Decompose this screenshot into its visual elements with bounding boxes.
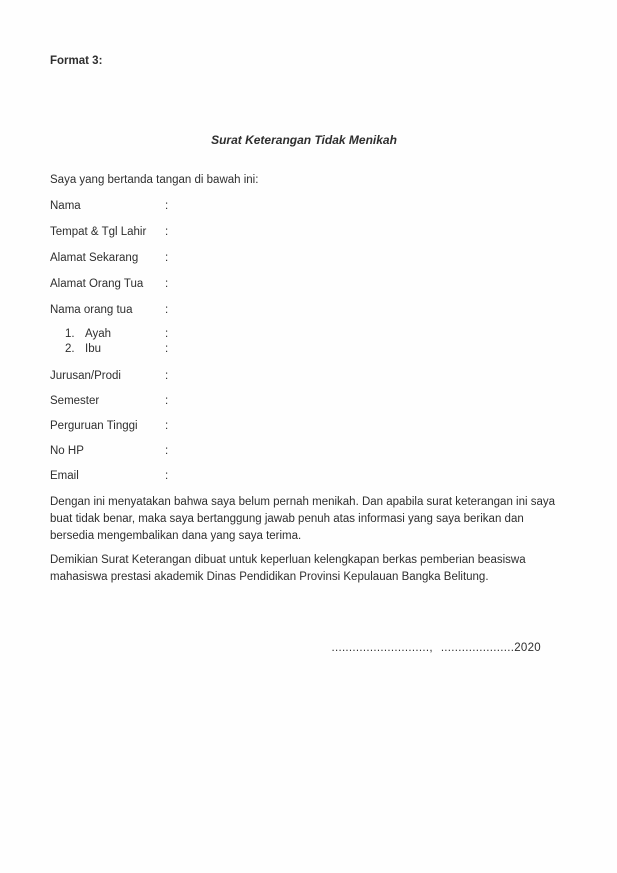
field-label: Ayah — [85, 328, 112, 340]
field-separator: : — [165, 395, 169, 407]
field-label: Perguruan Tinggi — [50, 420, 138, 432]
date-place-line — [50, 641, 558, 656]
field-separator: : — [165, 420, 169, 432]
field-separator: : — [165, 470, 169, 482]
field-separator: : — [165, 278, 169, 290]
field-label: Alamat Sekarang — [50, 252, 139, 264]
field-label: No HP — [50, 445, 84, 457]
field-separator: : — [165, 226, 169, 238]
statement-paragraph: Dengan ini menyatakan bahwa saya belum pernah menikah. Dan apabila surat keterangan ini saya buat tidak benar, maka saya bertanggung jawab penuh atas informasi yang saya berikan dan bersedia mengembalikan dana yang saya terima. — [50, 496, 556, 542]
field-row-email — [50, 469, 558, 484]
field-separator: : — [165, 445, 169, 457]
field-separator: : — [165, 200, 169, 212]
field-label: Nama orang tua — [50, 304, 133, 316]
format-label: Format 3: — [50, 55, 103, 67]
field-separator: : — [165, 252, 169, 264]
field-row-alamat-orang-tua — [50, 277, 558, 292]
field-separator: : — [165, 328, 169, 340]
field-separator: : — [165, 343, 169, 355]
field-label: Alamat Orang Tua — [50, 278, 144, 290]
field-separator: : — [165, 370, 169, 382]
field-row-jurusan-prodi — [50, 369, 558, 384]
parent-row-ayah — [50, 327, 558, 342]
field-label: Semester — [50, 395, 100, 407]
place-dotted-blank: ............................, — [331, 642, 433, 654]
intro-line: Saya yang bertanda tangan di bawah ini: — [50, 174, 259, 186]
field-row-semester — [50, 394, 558, 409]
closing-paragraph: Demikian Surat Keterangan dibuat untuk keperluan kelengkapan berkas pemberian beasiswa mahasiswa prestasi akademik Dinas Pendidikan Provinsi Kepulauan Bangka Belitung. — [50, 554, 526, 583]
parent-row-ibu — [50, 342, 558, 357]
field-row-tempat-tgl-lahir — [50, 225, 558, 240]
field-label: Email — [50, 470, 79, 482]
field-row-perguruan-tinggi — [50, 419, 558, 434]
field-label: Tempat & Tgl Lahir — [50, 226, 147, 238]
field-label: Ibu — [85, 343, 101, 355]
field-row-alamat-sekarang — [50, 251, 558, 266]
document-title: Surat Keterangan Tidak Menikah — [211, 133, 397, 147]
field-label: Jurusan/Prodi — [50, 370, 121, 382]
field-label: Nama — [50, 200, 81, 212]
field-row-nama-orang-tua — [50, 303, 558, 318]
field-row-nama — [50, 199, 558, 214]
list-number: 1. — [65, 328, 75, 340]
field-separator: : — [165, 304, 169, 316]
date-dotted-blank-year: .....................2020 — [440, 642, 541, 654]
document-content — [50, 54, 558, 656]
list-number: 2. — [65, 343, 75, 355]
field-row-no-hp — [50, 444, 558, 459]
